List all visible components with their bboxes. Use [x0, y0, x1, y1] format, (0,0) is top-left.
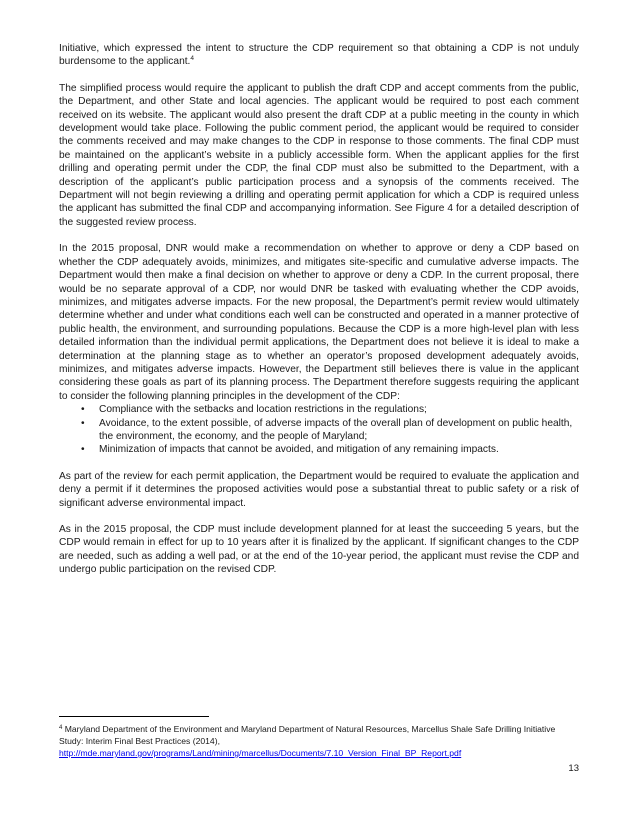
list-item [59, 417, 579, 444]
footnote [59, 723, 579, 759]
paragraph-2015-proposal: In the 2015 proposal, DNR would make a recommendation on whether to approve or deny a CDP based on whether the CDP adequately avoids, minimizes, and mitigates site-specific and cumulative adverse impacts. The Department would then make a final decision on whether to approve or deny a CDP. In the current proposal, there would be no separate approval of a CDP, nor would DNR be tasked with evaluating whether the CDP avoids, minimizes, and mitigates adverse impacts. For the new proposal, the Department’s permit review would ultimately determine whether and under what conditions each well can be constructed and operated in a manner protective of public health, the environment, and surrounding populations. Because the CDP is a more high-level plan with less detailed information than the individual permit applications, the Department does not believe it is ideal to make a determination at the planning stage as to whether an operator’s proposed development adequately avoids, minimizes, and mitigates adverse impacts. However, the Department still believes there is value in the applicant considering these goals as part of its planning process. The Department therefore suggests requiring the applicant to consider the following planning principles in the development of the CDP: [59, 243, 579, 402]
list-item [59, 443, 579, 456]
footnote-number: 4 [59, 725, 63, 731]
paragraph-intro-text: Initiative, which expressed the intent to structure the CDP requirement so that obtaining a CDP is not unduly burdensome to the applicant. [59, 43, 579, 68]
principle-text: Minimization of impacts that cannot be avoided, and mitigation of any remaining impacts. [99, 444, 499, 456]
paragraph-cdp-duration: As in the 2015 proposal, the CDP must include development planned for at least the succeeding 5 years, but the CDP would remain in effect for up to 10 years after it is finalized by the applicant. If significant changes to the CDP are needed, such as adding a well pad, or at the end of the 10-year period, the applicant must revise the CDP and undergo public participation on the revised CDP. [59, 524, 579, 576]
footnote-reference[interactable]: 4 [190, 55, 195, 63]
bullet-icon: • [81, 404, 85, 416]
footnote-link[interactable]: http://mde.maryland.gov/programs/Land/mining/marcellus/Documents/7.10_Version_Final_BP_Report.pdf [59, 748, 462, 758]
bullet-icon: • [81, 417, 85, 429]
principle-text: Avoidance, to the extent possible, of adverse impacts of the overall plan of development on public health, the environment, the economy, and the people of Maryland; [99, 417, 573, 442]
principle-text: Compliance with the setbacks and location restrictions in the regulations; [99, 404, 427, 416]
list-item [59, 403, 579, 416]
paragraph-simplified-process: The simplified process would require the applicant to publish the draft CDP and accept comments from the public, the Department, and other State and local agencies. The applicant would be required to post each comment received on its website. The applicant would also present the draft CDP at a public meeting in the county in which development would take place. Following the public comment period, the applicant would be required to consider the comments received and may make changes to the CDP in response to those comments. The final CDP must be maintained on the applicant’s website in a publicly accessible form. When the applicant applies for the first drilling and operating permit under the CDP, the final CDP must also be submitted to the Department, with a description of the applicant’s public participation process and a synopsis of the comments received. The Department will not begin reviewing a drilling and operating permit application for which a CDP is required unless the applicant has submitted the final CDP and accompanying information. See Figure 4 for a detailed description of the suggested review process. [59, 82, 579, 228]
footnote-divider [59, 716, 209, 717]
footnote-text: Maryland Department of the Environment and Maryland Department of Natural Resources, Marcellus Shale Safe Drilling Initiative Study: Interim Final Best Practices (2014), [59, 724, 556, 746]
paragraph-intro [59, 42, 579, 69]
paragraph-permit-review: As part of the review for each permit application, the Department would be required to evaluate the application and deny a permit if it determines the proposed activities would pose a substantial threat to public safety or a risk of significant adverse environmental impact. [59, 470, 579, 509]
bullet-icon: • [81, 444, 85, 456]
body-text [59, 42, 579, 590]
planning-principles-list [59, 403, 579, 457]
page-number: 13 [568, 763, 579, 774]
